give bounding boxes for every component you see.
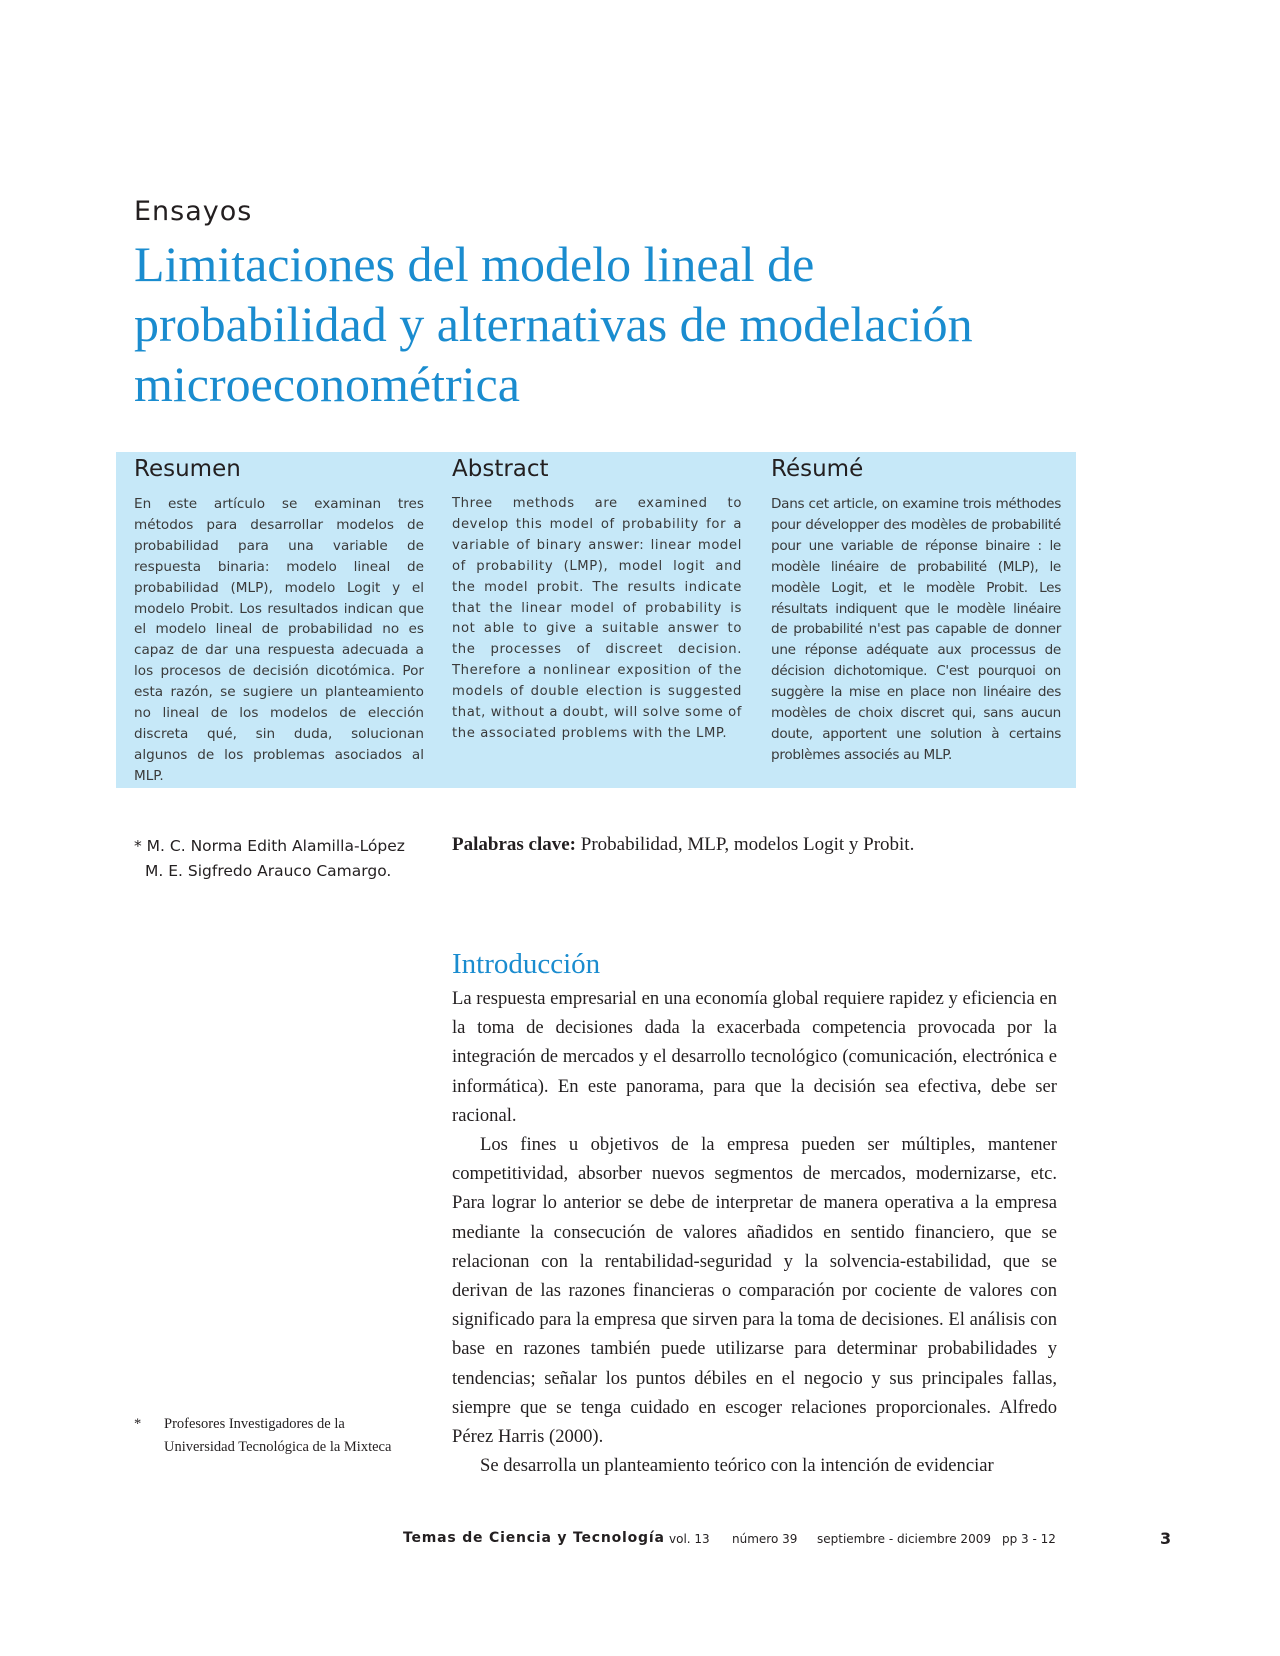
keywords-value: Probabilidad, MLP, modelos Logit y Probit. [580,834,915,855]
abstract-text-es: En este artículo se examinan tres métodos para desarrollar modelos de probabilidad para una variable de respuesta binaria: modelo lineal de probabilidad (MLP), modelo Logit y el modelo Probit. Los resultados indican que el modelo lineal de probabilidad no es capaz de dar una respuesta adecuada a los procesos de decisión dicotómica. Por esta razón, se sugiere un planteamiento no lineal de los modelos de elección discreta qué, sin duda, solucionan algunos de los problemas asociados al MLP. [134,496,424,784]
footnote-text: Profesores Investigadores de la Universidad Tecnológica de la Mixteca [164,1416,392,1455]
keywords-label: Palabras clave: [452,834,577,855]
title-line: probabilidad y alternativas de modelación [134,296,973,352]
footnote [134,1413,394,1459]
paragraph: Los fines u objetivos de la empresa pueden ser múltiples, mantener competitividad, absorber nuevos segmentos de mercados, modernizarse, etc. Para lograr lo anterior se debe de interpretar de manera operativa a la empresa mediante la consecución de valores añadidos en sentido financiero, que se relacionan con la rentabilidad-seguridad y la solvencia-estabilidad, que se derivan de las razones financieras o comparación por cociente de valores con significado para la empresa que sirven para la toma de decisiones. El análisis con base en razones también puede utilizarse para determinar probabilidades y tendencias; señalar los puntos débiles en el negocio y sus principales fallas, siempre que se tenga cuidado en escoger relaciones proporcionales. Alfredo Pérez Harris (2000). [452,1134,1057,1448]
author-2: M. E. Sigfredo Arauco Camargo. [145,862,392,880]
article-title [134,234,1134,414]
intro-heading: Introducción [452,948,601,980]
abstract-heading-en: Abstract [452,456,549,482]
intro-body [452,984,1057,1480]
abstract-panel [116,452,1076,788]
journal-name: Temas de Ciencia y Tecnología [403,1530,665,1546]
page-range: pp 3 - 12 [1002,1532,1056,1546]
issue-number: número 39 [732,1532,798,1546]
section-label: Ensayos [134,196,253,227]
abstract-text-en: Three methods are examined to develop this model of probability for a variable of binary answer: linear model of probability (LMP), model logit and the model probit. The results indicate that the linear model of probability is not able to give a suitable answer to the processes of discreet decision. Therefore a nonlinear exposition of the models of double election is suggested that, without a doubt, will solve some of the associated problems with the LMP. [452,496,743,741]
abstract-heading-fr: Résumé [771,456,864,482]
footnote-mark: * [134,1416,142,1432]
page-number: 3 [1160,1529,1172,1548]
paragraph: Se desarrolla un planteamiento teórico con la intención de evidenciar [480,1455,994,1477]
author-1: * M. C. Norma Edith Alamilla-López [134,837,405,855]
title-line: Limitaciones del modelo lineal de [134,236,815,292]
paragraph: La respuesta empresarial en una economía global requiere rapidez y eficiencia en la toma de decisiones dada la exacerbada competencia provocada por la integración de mercados y el desarrollo tecnológico (comunicación, electrónica e informática). En este panorama, para que la decisión sea efectiva, debe ser racional. [452,988,1057,1126]
abstract-text-fr: Dans cet article, on examine trois méthodes pour développer des modèles de probabilité pour une variable de réponse binaire : le modèle linéaire de probabilité (MLP), le modèle Logit, et le modèle Probit. Les résultats indiquent que le modèle linéaire de probabilité n'est pas capable de donner une réponse adéquate aux processus de décision dichotomique. C'est pourquoi on suggère la mise en place non linéaire des modèles de choix discret qui, sans aucun doute, apportent une solution à certains problèmes associés au MLP. [771,496,1061,763]
issue-date: septiembre - diciembre 2009 [817,1532,991,1546]
volume: vol. 13 [669,1532,710,1546]
authors [134,834,405,884]
page-footer [403,1530,1173,1554]
abstract-heading-es: Resumen [134,456,241,482]
title-line: microeconométrica [134,356,520,412]
keywords [452,834,914,856]
